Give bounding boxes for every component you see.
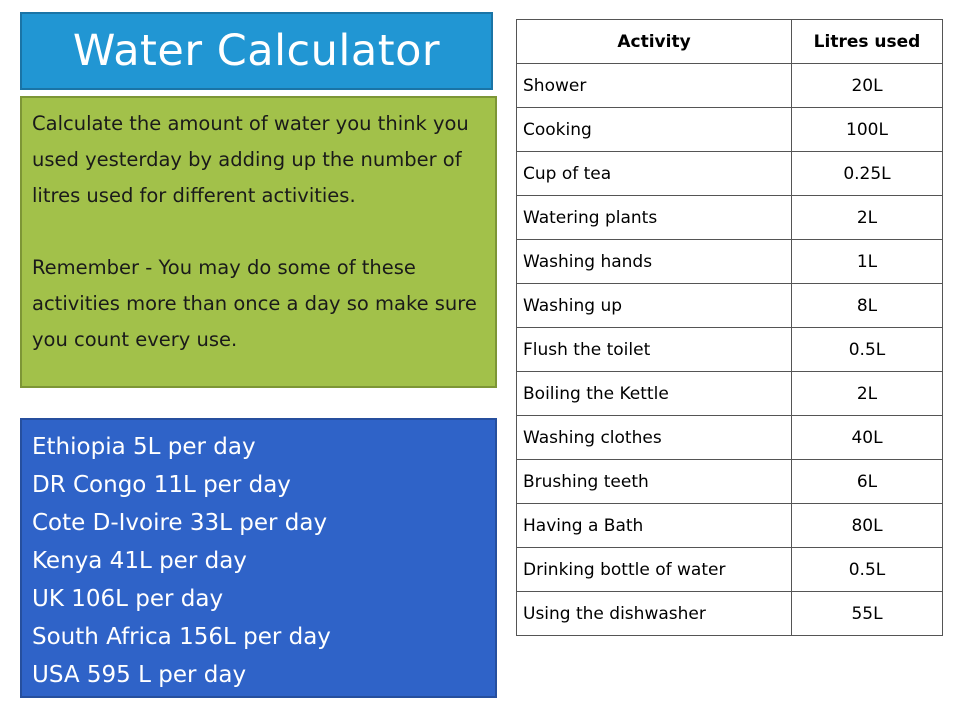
activity-cell: Drinking bottle of water [517,548,792,592]
instructions-box [20,96,497,388]
table-row [517,64,943,108]
table-row [517,196,943,240]
activity-cell: Watering plants [517,196,792,240]
litres-cell: 0.5L [792,328,943,372]
table-row [517,152,943,196]
litres-cell: 40L [792,416,943,460]
activity-cell: Washing up [517,284,792,328]
litres-cell: 80L [792,504,943,548]
table-row [517,372,943,416]
table-row [517,240,943,284]
country-line: Cote D-Ivoire 33L per day [32,510,328,536]
instructions-paragraph-1: Calculate the amount of water you think you used yesterday by adding up the number of litres used for different activities. [32,112,469,207]
activity-table [516,19,943,636]
country-line: South Africa 156L per day [32,624,331,650]
activity-cell: Shower [517,64,792,108]
table-header-row [517,20,943,64]
litres-cell: 20L [792,64,943,108]
table-row [517,548,943,592]
title-box [20,12,493,90]
page-title: Water Calculator [72,26,441,76]
litres-cell: 0.5L [792,548,943,592]
activity-cell: Washing hands [517,240,792,284]
table-row [517,460,943,504]
litres-cell: 2L [792,372,943,416]
country-line: DR Congo 11L per day [32,472,291,498]
table-row [517,108,943,152]
country-line: USA 595 L per day [32,662,247,688]
litres-cell: 0.25L [792,152,943,196]
country-line: UK 106L per day [32,586,224,612]
table-row [517,328,943,372]
activity-cell: Flush the toilet [517,328,792,372]
activity-cell: Washing clothes [517,416,792,460]
table-row [517,592,943,636]
table-row [517,416,943,460]
table-row [517,504,943,548]
litres-cell: 100L [792,108,943,152]
country-line: Kenya 41L per day [32,548,247,574]
activity-cell: Using the dishwasher [517,592,792,636]
litres-cell: 2L [792,196,943,240]
header-activity: Activity [517,20,792,64]
litres-cell: 55L [792,592,943,636]
activity-cell: Boiling the Kettle [517,372,792,416]
instructions-paragraph-2: Remember - You may do some of these activities more than once a day so make sure you count every use. [32,256,477,351]
activity-cell: Cup of tea [517,152,792,196]
table-row [517,284,943,328]
header-litres-used: Litres used [792,20,943,64]
litres-cell: 8L [792,284,943,328]
countries-box [20,418,497,698]
activity-cell: Brushing teeth [517,460,792,504]
activity-cell: Having a Bath [517,504,792,548]
litres-cell: 1L [792,240,943,284]
activity-cell: Cooking [517,108,792,152]
country-line: Ethiopia 5L per day [32,434,256,460]
litres-cell: 6L [792,460,943,504]
